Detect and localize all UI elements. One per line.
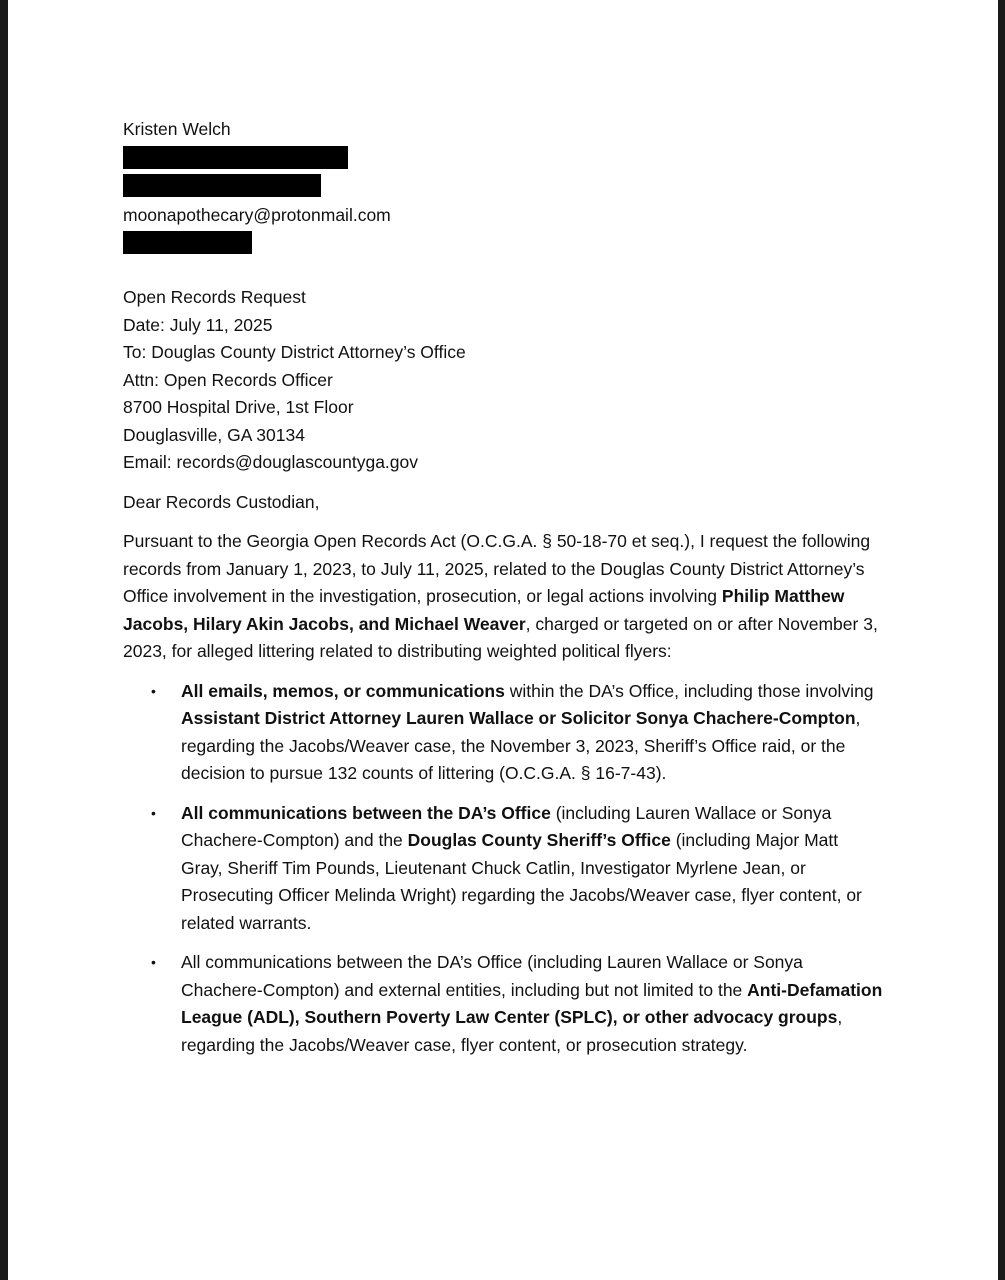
- letter-body: [123, 116, 883, 1071]
- request-header: [123, 284, 883, 477]
- item-bold-entity: Assistant District Attorney Lauren Wallace or Solicitor Sonya Chachere-Compton: [181, 708, 856, 728]
- recipient-office: To: Douglas County District Attorney’s Office: [123, 342, 466, 362]
- intro-names: Philip Matthew Jacobs, Hilary Akin Jacobs, and Michael Weaver: [123, 586, 845, 634]
- item-bold-entity: Anti-Defamation League (ADL), Southern Poverty Law Center (SPLC), or other advocacy groups: [181, 979, 883, 1027]
- sender-name: Kristen Welch: [123, 119, 231, 139]
- address-line-1: 8700 Hospital Drive, 1st Floor: [123, 397, 354, 417]
- recipient-attn: Attn: Open Records Officer: [123, 369, 333, 390]
- address-line-2: Douglasville, GA 30134: [123, 424, 305, 445]
- item-text-end: , regarding the Jacobs/Weaver case, flyer content, or prosecution strategy.: [181, 1007, 843, 1055]
- item-bold-entity: Douglas County Sheriff’s Office: [407, 830, 671, 850]
- item-text: within the DA’s Office, including those involving: [504, 680, 874, 701]
- redaction-bar: [123, 174, 321, 197]
- item-text-end: , regarding the Jacobs/Weaver case, the November 3, 2023, Sheriff’s Office raid, or the decision to pursue 132 counts of littering (O.C.G.A. § 16-7-43).: [181, 708, 861, 783]
- document-page: [8, 0, 998, 1280]
- item-text: All communications between the DA’s Office (including Lauren Wallace or Sonya Chachere-Compton) and external entities, including but not limited to the: [181, 952, 803, 1000]
- list-item: [123, 678, 883, 788]
- sender-block: [123, 116, 883, 254]
- salutation: Dear Records Custodian,: [123, 491, 320, 512]
- request-list: [123, 678, 883, 1060]
- item-text: (including Lauren Wallace or Sonya Chachere-Compton) and the: [181, 802, 832, 850]
- list-item: [123, 800, 883, 938]
- recipient-email: Email: records@douglascountyga.gov: [123, 452, 419, 472]
- request-title: Open Records Request: [123, 287, 306, 307]
- item-bold-lead: All emails, memos, or communications: [181, 680, 505, 701]
- list-item: [123, 949, 883, 1059]
- bullet-icon: •: [151, 804, 156, 821]
- intro-paragraph: [123, 528, 883, 666]
- bullet-icon: •: [151, 682, 156, 699]
- request-date: Date: July 11, 2025: [123, 314, 273, 335]
- item-bold-lead: All communications between the DA’s Office: [181, 802, 551, 823]
- redaction-bar: [123, 231, 252, 254]
- item-text-end: (including Major Matt Gray, Sheriff Tim Pounds, Lieutenant Chuck Catlin, Investigator Myrlene Jean, or Prosecuting Officer Melinda Wright) regarding the Jacobs/Weaver case, flyer content, or related warrants.: [181, 830, 862, 933]
- sender-email: moonapothecary@protonmail.com: [123, 204, 391, 225]
- intro-text: Pursuant to the Georgia Open Records Act (O.C.G.A. § 50-18-70 et seq.), I request the following records from January 1, 2023, to July 11, 2025, related to the Douglas County District Attorney’s Office involvement in the investigation, prosecution, or legal actions involving: [123, 531, 871, 606]
- bullet-icon: •: [151, 954, 156, 970]
- redaction-bar: [123, 146, 348, 169]
- intro-text-end: , charged or targeted on or after November 3, 2023, for alleged littering related to distributing weighted political flyers:: [123, 613, 878, 661]
